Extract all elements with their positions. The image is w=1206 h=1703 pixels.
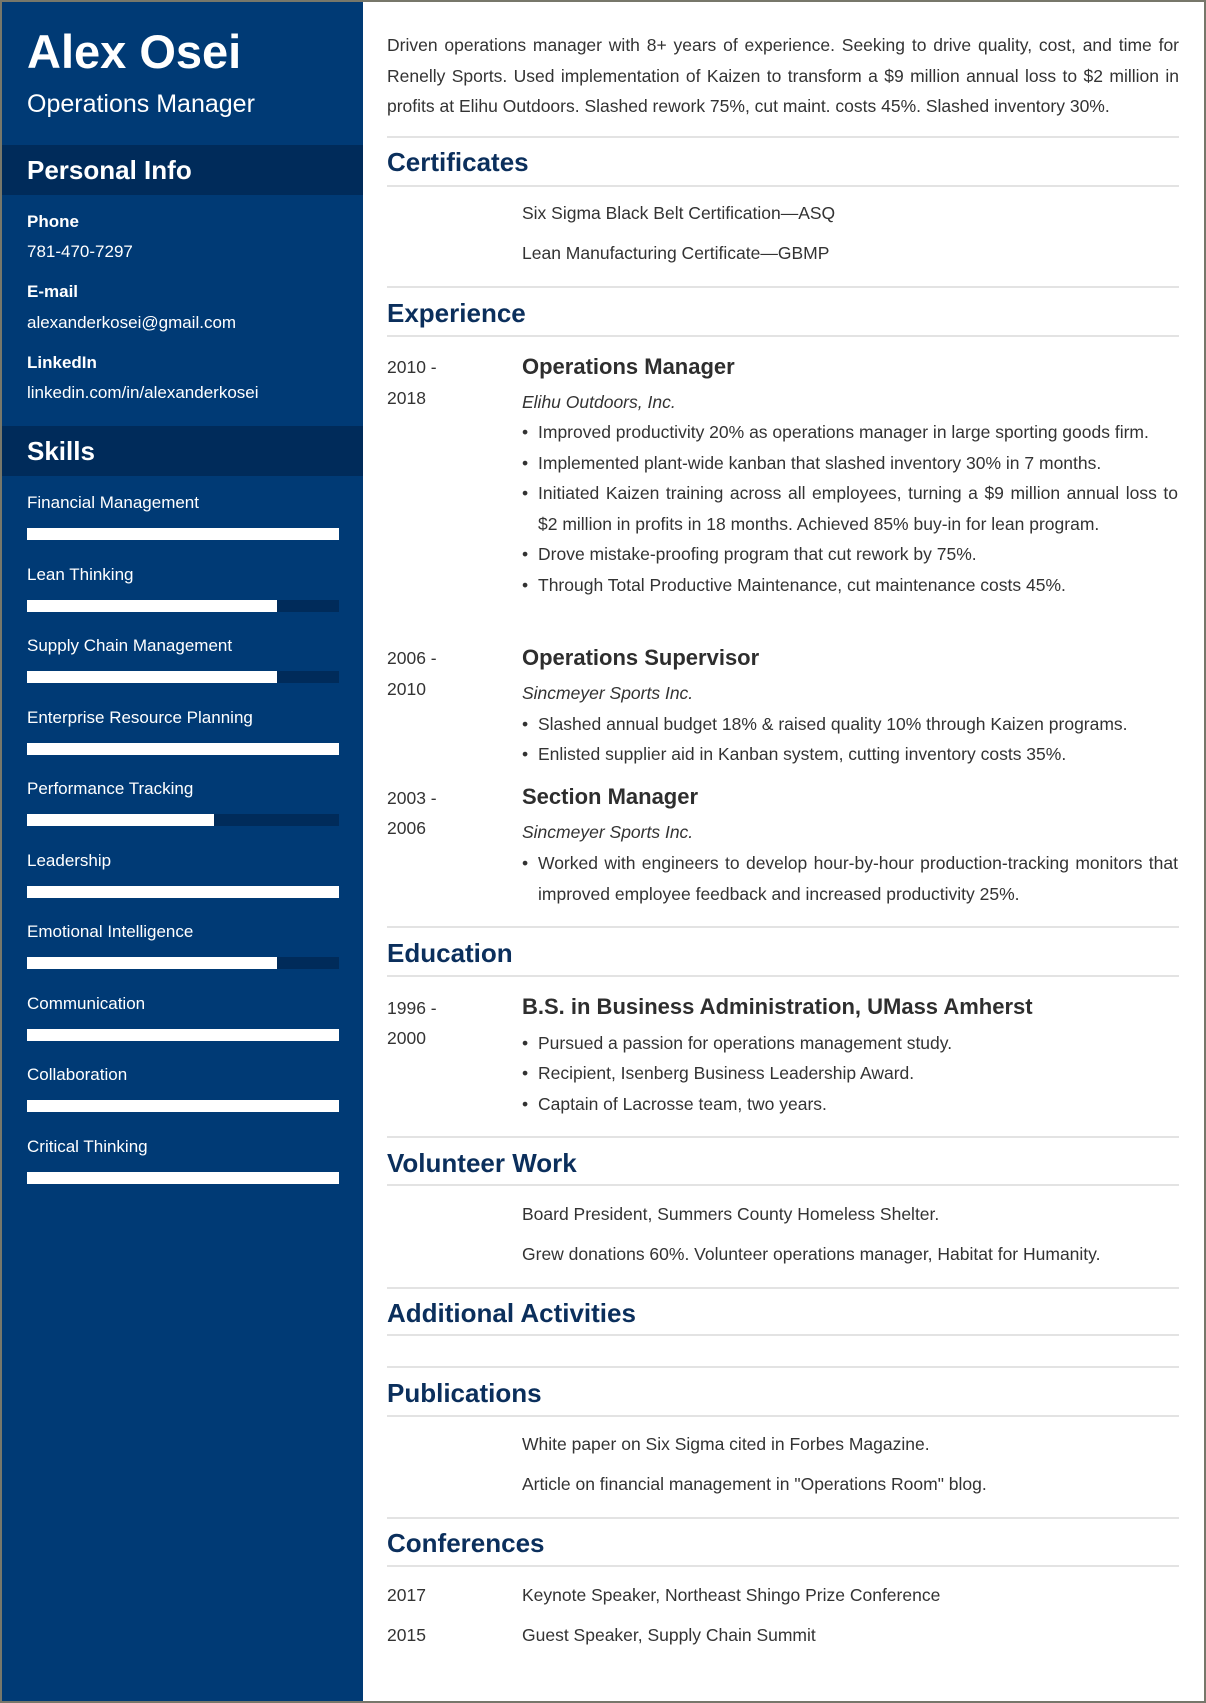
job-company: Sincmeyer Sports Inc.: [522, 683, 694, 703]
bullet-icon: •: [522, 453, 529, 473]
linkedin-value: linkedin.com/in/alexanderkosei: [27, 383, 259, 402]
sidebar: [0, 0, 363, 1703]
section-divider: [387, 136, 1179, 138]
skill-bar-fill: [27, 528, 339, 540]
bullet-icon: •: [522, 1094, 529, 1114]
section-divider: [387, 185, 1179, 187]
skill-bar-fill: [27, 600, 277, 612]
skill-bar: [27, 1172, 339, 1184]
education-bullet: • Recipient, Isenberg Business Leadership Award.: [522, 1058, 1178, 1089]
conference-item: Guest Speaker, Supply Chain Summit: [522, 1625, 816, 1645]
certificate-item: Six Sigma Black Belt Certification—ASQ: [522, 203, 836, 223]
personal-info-header: [2, 145, 363, 195]
skill-bar-fill: [27, 1100, 339, 1112]
job-date-start: 2010 -: [387, 357, 437, 377]
job-date-end: 2010: [387, 679, 426, 699]
skill-bar: [27, 600, 339, 612]
skill-bar-fill: [27, 886, 339, 898]
skill-bar-fill: [27, 957, 277, 969]
section-divider: [387, 1517, 1179, 1519]
volunteer-item: Board President, Summers County Homeless Shelter.: [522, 1204, 940, 1224]
section-divider: [387, 335, 1179, 337]
bullet-icon: •: [522, 483, 529, 503]
job-title: Operations Manager: [522, 354, 735, 379]
section-divider: [387, 975, 1179, 977]
section-divider: [387, 1334, 1179, 1336]
conferences-heading: Conferences: [387, 1528, 545, 1558]
email-label: E-mail: [27, 282, 79, 301]
skill-bar: [27, 743, 339, 755]
skill-bar: [27, 1029, 339, 1041]
skill-name: Supply Chain Management: [27, 636, 233, 655]
skill-name: Communication: [27, 994, 146, 1013]
additional-activities-heading: Additional Activities: [387, 1298, 636, 1328]
job-title: Operations Supervisor: [522, 645, 760, 670]
conference-year: 2017: [387, 1585, 426, 1605]
job-date-end: 2018: [387, 388, 426, 408]
conference-year: 2015: [387, 1625, 426, 1645]
job-company: Sincmeyer Sports Inc.: [522, 822, 694, 842]
publication-item: White paper on Six Sigma cited in Forbes Magazine.: [522, 1434, 930, 1454]
skill-bar: [27, 886, 339, 898]
job-bullet: • Slashed annual budget 18% & raised quality 10% through Kaizen programs.: [522, 709, 1178, 740]
bullet-icon: •: [522, 544, 529, 564]
section-divider: [387, 1366, 1179, 1368]
education-date-end: 2000: [387, 1028, 426, 1048]
certificate-item: Lean Manufacturing Certificate—GBMP: [522, 243, 830, 263]
profile-summary: Driven operations manager with 8+ years of experience. Seeking to drive quality, cost, and time for Renelly Sports. Used implementation of Kaizen to transform a $9 million annual loss to $2 million in profits at Elihu Outdoors. Slashed rework 75%, cut maint. costs 45%. Slashed inventory 30%.: [387, 35, 1179, 116]
skill-name: Collaboration: [27, 1065, 128, 1084]
bullet-icon: •: [522, 1033, 529, 1053]
skill-bar-fill: [27, 1029, 339, 1041]
section-divider: [387, 926, 1179, 928]
section-divider: [387, 1136, 1179, 1138]
conference-item: Keynote Speaker, Northeast Shingo Prize Conference: [522, 1585, 941, 1605]
bullet-icon: •: [522, 575, 529, 595]
candidate-name: Alex Osei: [27, 25, 242, 78]
volunteer-item: Grew donations 60%. Volunteer operations manager, Habitat for Humanity.: [522, 1244, 1101, 1264]
skill-name: Performance Tracking: [27, 779, 194, 798]
bullet-icon: •: [522, 744, 529, 764]
section-divider: [387, 286, 1179, 288]
skill-bar-fill: [27, 814, 214, 826]
skills-header: [2, 426, 363, 476]
skill-name: Leadership: [27, 851, 112, 870]
education-degree: B.S. in Business Administration, UMass Amherst: [522, 994, 1033, 1019]
job-title: Section Manager: [522, 784, 699, 809]
section-divider: [387, 1565, 1179, 1567]
job-bullet: • Through Total Productive Maintenance, cut maintenance costs 45%.: [522, 570, 1178, 601]
phone-label: Phone: [27, 212, 79, 231]
skill-name: Critical Thinking: [27, 1137, 148, 1156]
job-bullet: • Implemented plant-wide kanban that slashed inventory 30% in 7 months.: [522, 448, 1178, 479]
skill-name: Financial Management: [27, 493, 199, 512]
job-date-end: 2006: [387, 818, 426, 838]
section-divider: [387, 1184, 1179, 1186]
volunteer-heading: Volunteer Work: [387, 1148, 577, 1178]
skill-bar: [27, 814, 339, 826]
job-bullet: • Improved productivity 20% as operations manager in large sporting goods firm.: [522, 417, 1178, 448]
experience-heading: Experience: [387, 298, 526, 328]
bullet-icon: •: [522, 422, 529, 442]
publications-heading: Publications: [387, 1378, 542, 1408]
bullet-icon: •: [522, 1063, 529, 1083]
email-value: alexanderkosei@gmail.com: [27, 313, 237, 332]
job-bullet: • Initiated Kaizen training across all employees, turning a $9 million annual loss to $2 million in profits in 18 months. Achieved 85% buy-in for lean program.: [522, 478, 1178, 539]
job-date-start: 2003 -: [387, 788, 437, 808]
publication-item: Article on financial management in "Operations Room" blog.: [522, 1474, 987, 1494]
education-date-start: 1996 -: [387, 998, 437, 1018]
skill-bar: [27, 1100, 339, 1112]
education-bullet: • Captain of Lacrosse team, two years.: [522, 1089, 1178, 1120]
job-bullet: • Enlisted supplier aid in Kanban system, cutting inventory costs 35%.: [522, 739, 1178, 770]
education-bullet: • Pursued a passion for operations management study.: [522, 1028, 1178, 1059]
section-divider: [387, 1287, 1179, 1289]
skill-bar-fill: [27, 671, 277, 683]
skill-name: Emotional Intelligence: [27, 922, 194, 941]
skill-bar: [27, 528, 339, 540]
section-divider: [387, 1415, 1179, 1417]
certificates-heading: Certificates: [387, 147, 529, 177]
skill-bar: [27, 671, 339, 683]
education-heading: Education: [387, 938, 513, 968]
skill-bar-fill: [27, 1172, 339, 1184]
bullet-icon: •: [522, 714, 529, 734]
job-date-start: 2006 -: [387, 648, 437, 668]
skill-bar-fill: [27, 743, 339, 755]
phone-value: 781-470-7297: [27, 242, 133, 261]
skill-name: Lean Thinking: [27, 565, 134, 584]
candidate-title: Operations Manager: [27, 90, 255, 118]
job-bullet: • Worked with engineers to develop hour-by-hour production-tracking monitors that improved employee feedback and increased productivity 25%.: [522, 848, 1178, 909]
personal-info-heading: Personal Info: [27, 155, 192, 185]
job-company: Elihu Outdoors, Inc.: [522, 392, 676, 412]
bullet-icon: •: [522, 853, 529, 873]
skills-heading: Skills: [27, 436, 95, 466]
job-bullet: • Drove mistake-proofing program that cut rework by 75%.: [522, 539, 1178, 570]
skill-bar: [27, 957, 339, 969]
linkedin-label: LinkedIn: [27, 353, 97, 372]
skill-name: Enterprise Resource Planning: [27, 708, 253, 727]
